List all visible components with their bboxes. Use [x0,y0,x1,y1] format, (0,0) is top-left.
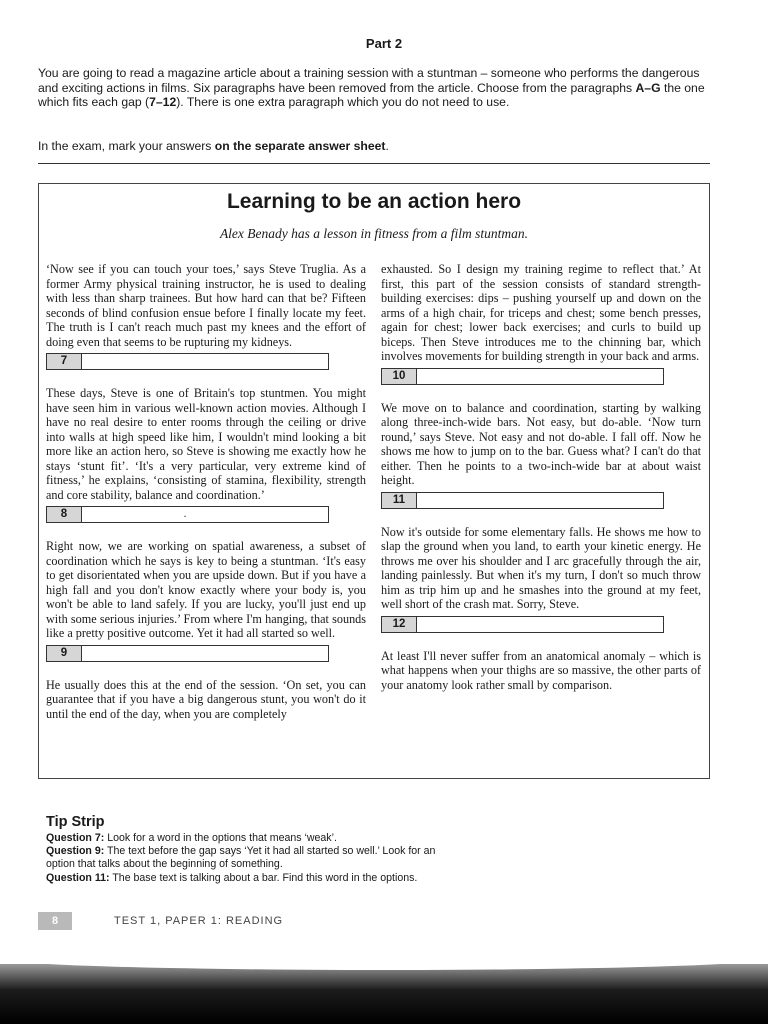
gap-answer-field[interactable] [82,646,328,661]
article-byline: Alex Benady has a lesson in fitness from a film stuntman. [219,226,529,241]
instructions-text-1: You are going to read a magazine article about a training session with a stuntman – someone who performs the dangerous and exciting actions in films. Six paragraphs have been removed from the article. Choose from the paragraphs [38,66,700,95]
article-paragraph: Right now, we are working on spatial awareness, a subset of coordination which he says is key to being a stuntman. ‘It's easy to get disorientated when you are upside down. But if you have a high fall and you don't know exactly where your body is, you won't be able to land safely. If you are lucky, you'll just end up with some serious injuries.’ From where I'm hanging, that sounds like a pretty positive outcome. Yet it had all started so well. [46,539,366,640]
part-title: Part 2 [365,36,403,51]
gap-number: 10 [382,369,417,384]
tip-text: The base text is talking about a bar. Find this word in the options. [109,871,418,884]
exam-note [38,139,710,153]
exam-note-emphasis: on the separate answer sheet [214,139,386,153]
article-title: Learning to be an action hero [226,190,522,213]
tip-label: Question 11: [46,871,110,884]
gap-answer-field[interactable] [417,617,663,632]
article-paragraph: exhausted. So I design my training regime to reflect that.’ At first, this part of the session consists of standard strength-building exercises: dips – pushing yourself up and down on the arms of a high chair, for triceps and chest; some bench presses, again for chest; lower back exercises; and curls to build up biceps. Then Steve introduces me to the chinning bar, which involves movements for building strength in your back and arms. [381,262,701,363]
tip-text: Look for a word in the options that means ‘weak’. [104,832,337,844]
gap-box-7[interactable] [46,353,329,370]
gap-number: 11 [382,493,417,508]
article-column-left [46,262,366,721]
instructions-text-3: ). There is one extra paragraph which you do not need to use. [176,95,510,110]
gap-number: 7 [47,354,82,369]
instructions-text-2: the one which fits each gap ( [38,80,705,110]
tip-text: The text before the gap says ‘Yet it had all started so well.’ Look for an option that talks about the beginning of something. [46,845,436,871]
tip-strip-title: Tip Strip [46,814,105,830]
article-paragraph: At least I'll never suffer from an anatomical anomaly – which is what happens when your thighs are so massive, the other parts of your anatomy look rather small by comparison. [381,648,701,692]
gap-answer-field[interactable] [82,354,328,369]
tip-question-7 [46,832,466,845]
scan-shadow [0,964,768,1024]
article-paragraph: ‘Now see if you can touch your toes,’ says Steve Truglia. As a former Army physical training instructor, he is used to dealing with less than sharp trainees. But how hard can that be? Fifteen seconds of blind confusion ensue before I finally locate my feet. The truth is I can't reach much past my knees and the effort of doing even that seems to be rupturing my kidneys. [46,262,366,349]
tip-question-11 [46,872,466,885]
tip-label: Question 9: [46,845,105,858]
exam-note-text-1: In the exam, mark your answers [38,139,215,153]
gap-answer-field[interactable] [417,493,663,508]
gap-box-11[interactable] [381,492,664,509]
gap-number: 12 [382,617,417,632]
gap-number: 8 [47,507,82,522]
tip-label: Question 7: [46,832,105,844]
tip-question-9 [46,845,466,871]
page-number-badge: 8 [38,912,72,930]
article-paragraph: He usually does this at the end of the session. ‘On set, you can guarantee that if you have a big dangerous stunt, you won't do it until the end of the day, when you are completely [46,677,366,721]
article-column-right [381,262,701,692]
article-paragraph: Now it's outside for some elementary falls. He shows me how to slap the ground when you land, to earth your kinetic energy. He throws me over his shoulder and I arc gracefully through the air, landing painlessly. But when it's my turn, I don't so much throw him as trip him up and he smashes into the ground at my feet, well short of the crash mat. Sorry, Steve. [381,524,701,611]
task-instructions [38,66,710,110]
gap-box-8[interactable] [46,506,329,523]
gap-box-12[interactable] [381,616,664,633]
gap-answer-field[interactable]: . [82,507,328,522]
gap-box-10[interactable] [381,368,664,385]
running-title: TEST 1, PAPER 1: READING [114,915,284,927]
section-divider [38,163,710,164]
gap-box-9[interactable] [46,645,329,662]
instructions-gap-range: 7–12 [149,95,177,110]
instructions-paragraph-range: A–G [635,80,661,95]
tip-strip [46,832,466,885]
article-paragraph: These days, Steve is one of Britain's top stuntmen. You might have seen him in various well-known action movies. Although I have no real desire to enter rooms through the ceiling or drive into walls at high speed like him, I wouldn't mind looking a bit more like an action hero, so Steve is showing me exactly how he stays ‘stunt fit’. ‘It's a very particular, very extreme kind of fitness,’ he explains, ‘consisting of stamina, flexibility, strength and core stability, balance and coordination.’ [46,386,366,502]
exam-note-text-2: . [385,139,389,153]
gap-number: 9 [47,646,82,661]
article-paragraph: We move on to balance and coordination, starting by walking along three-inch-wide bars. Not easy, but do-able. ‘Now turn round,’ says Steve. Not easy and not do-able. I fall off. Now he shows me how to jump on to the bar. Guess what? I can't do that either. Then he points to a two-inch-wide bar at about waist height. [381,400,701,487]
gap-answer-field[interactable] [417,369,663,384]
